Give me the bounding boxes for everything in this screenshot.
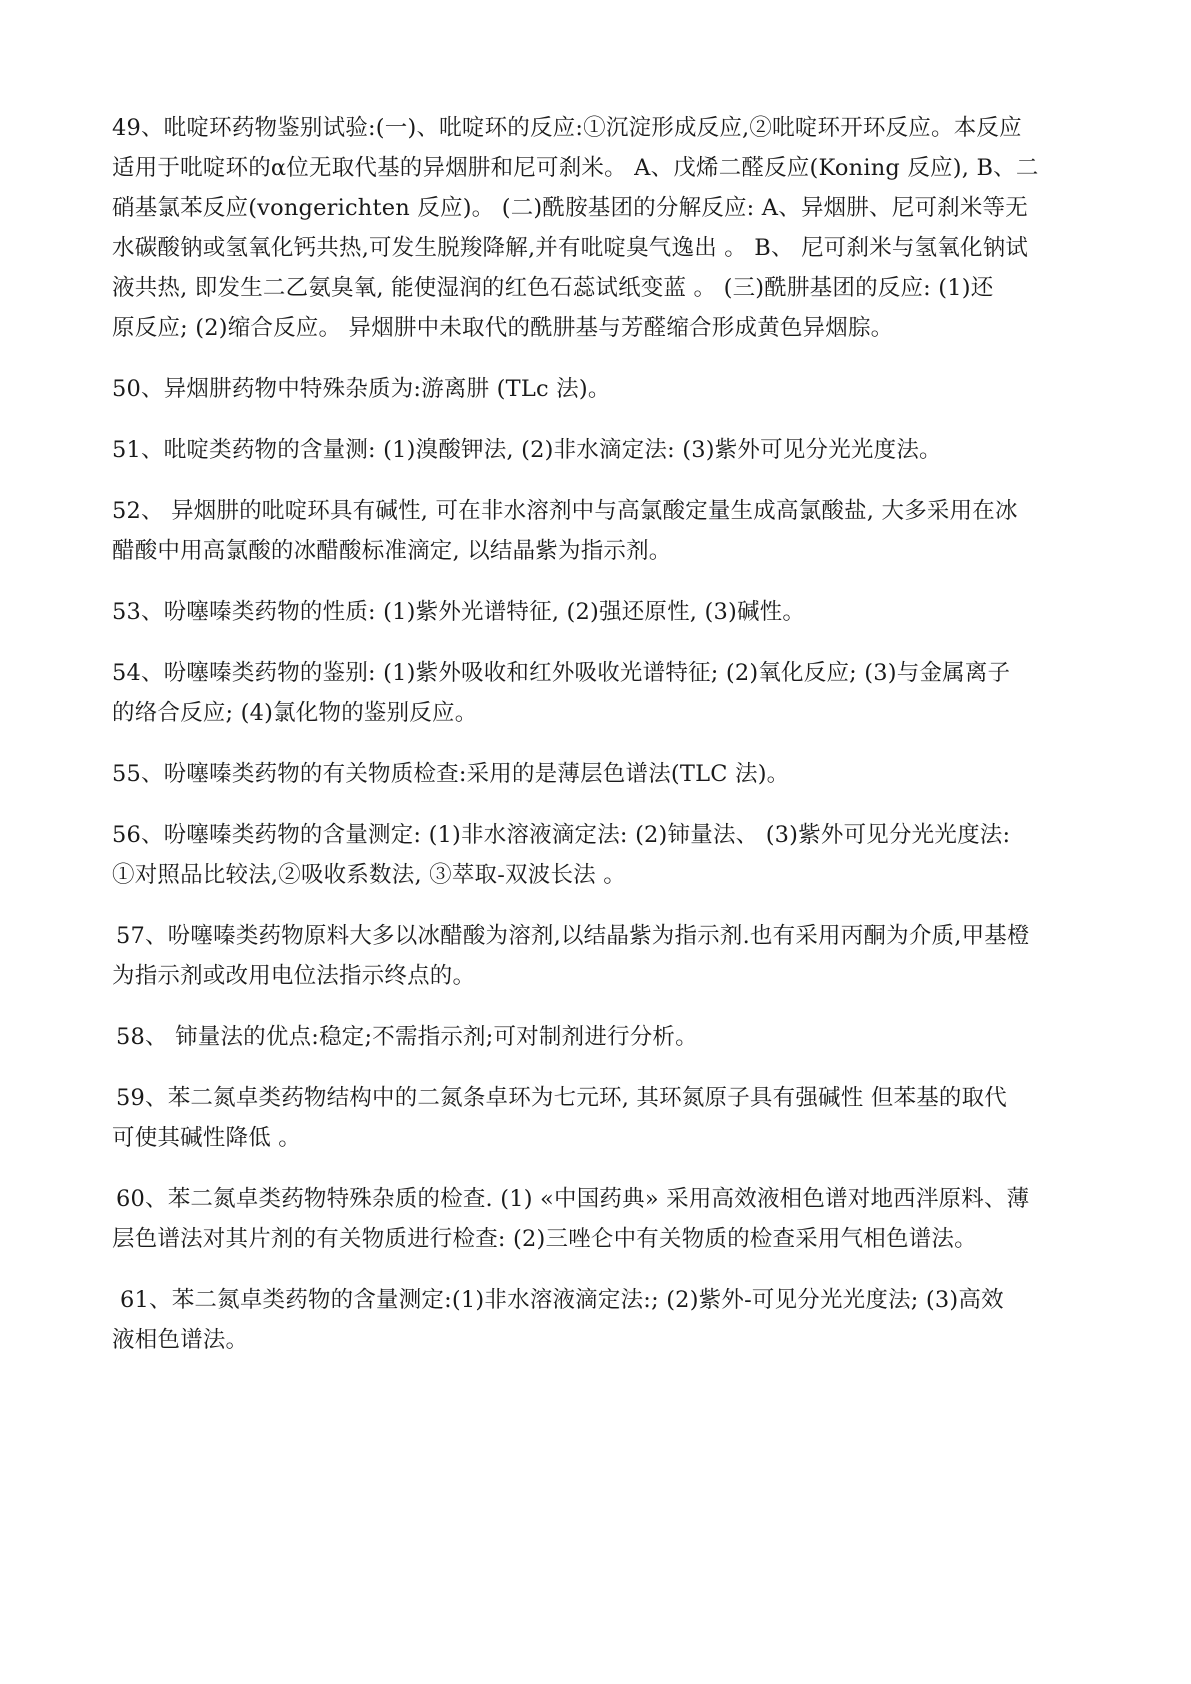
text-line: 的络合反应; (4)氯化物的鉴别反应。 xyxy=(112,700,478,726)
text-line: 61、苯二氮卓类药物的含量测定:(1)非水溶液滴定法:; (2)紫外-可见分光光度法; (3)高效 xyxy=(120,1287,1004,1313)
paragraph-53 xyxy=(112,592,1092,632)
text-line: 59、苯二氮卓类药物结构中的二氮条卓环为七元环, 其环氮原子具有强碱性 但苯基的取代 xyxy=(116,1085,1007,1111)
text-line: 60、苯二氮卓类药物特殊杂质的检查. (1) «中国药典» 采用高效液相色谱对地西泮原料、薄 xyxy=(116,1186,1030,1212)
text-line: ①对照品比较法,②吸收系数法, ③萃取-双波长法 。 xyxy=(112,862,626,888)
text-line: 液共热, 即发生二乙氨臭氧, 能使湿润的红色石蕊试纸变蓝 。 (三)酰肼基团的反应: (1)还 xyxy=(112,275,994,301)
paragraph-50 xyxy=(112,369,1092,409)
text-line: 50、异烟肼药物中特殊杂质为:游离肼 (TLc 法)。 xyxy=(112,376,611,402)
text-line: 55、吩噻嗪类药物的有关物质检查:采用的是薄层色谱法(TLC 法)。 xyxy=(112,761,790,787)
text-line: 层色谱法对其片剂的有关物质进行检查: (2)三唑仑中有关物质的检查采用气相色谱法。 xyxy=(112,1226,977,1252)
text-line: 适用于吡啶环的α位无取代基的异烟肼和尼可刹米。 A、戊烯二醛反应(Koning 反应), B、二 xyxy=(112,155,1039,181)
paragraph-56 xyxy=(112,815,1092,895)
paragraph-51 xyxy=(112,430,1092,470)
text-line: 水碳酸钠或氢氧化钙共热,可发生脱羧降解,并有吡啶臭气逸出 。 B、 尼可刹米与氢氧化钠试 xyxy=(112,235,1029,261)
paragraph-55 xyxy=(112,754,1092,794)
text-line: 可使其碱性降低 。 xyxy=(112,1125,301,1151)
paragraph-61 xyxy=(112,1280,1092,1360)
paragraph-52 xyxy=(112,491,1092,571)
text-line: 56、吩噻嗪类药物的含量测定: (1)非水溶液滴定法: (2)铈量法、 (3)紫外可见分光光度法: xyxy=(112,822,1011,848)
text-line: 54、吩噻嗪类药物的鉴别: (1)紫外吸收和红外吸收光谱特征; (2)氧化反应; (3)与金属离子 xyxy=(112,660,1011,686)
document-body xyxy=(112,108,1092,1381)
text-line: 52、 异烟肼的吡啶环具有碱性, 可在非水溶剂中与高氯酸定量生成高氯酸盐, 大多采用在冰 xyxy=(112,498,1018,524)
text-line: 51、吡啶类药物的含量测: (1)溴酸钾法, (2)非水滴定法: (3)紫外可见分光光度法。 xyxy=(112,437,942,463)
text-line: 57、吩噻嗪类药物原料大多以冰醋酸为溶剂,以结晶紫为指示剂.也有采用丙酮为介质,甲基橙 xyxy=(116,923,1030,949)
paragraph-49 xyxy=(112,108,1092,348)
text-line: 49、吡啶环药物鉴别试验:(一)、吡啶环的反应:①沉淀形成反应,②吡啶环开环反应。本反应 xyxy=(112,115,1022,141)
paragraph-60 xyxy=(112,1179,1092,1259)
text-line: 原反应; (2)缩合反应。 异烟肼中未取代的酰肼基与芳醛缩合形成黄色异烟腙。 xyxy=(112,315,894,341)
paragraph-58 xyxy=(112,1017,1092,1057)
text-line: 为指示剂或改用电位法指示终点的。 xyxy=(112,963,476,989)
text-line: 53、吩噻嗪类药物的性质: (1)紫外光谱特征, (2)强还原性, (3)碱性。 xyxy=(112,599,806,625)
paragraph-54 xyxy=(112,653,1092,733)
text-line: 58、 铈量法的优点:稳定;不需指示剂;可对制剂进行分析。 xyxy=(116,1024,698,1050)
text-line: 硝基氯苯反应(vongerichten 反应)。 (二)酰胺基团的分解反应: A、异烟肼、尼可刹米等无 xyxy=(112,195,1028,221)
paragraph-57 xyxy=(112,916,1092,996)
text-line: 液相色谱法。 xyxy=(112,1327,249,1353)
paragraph-59 xyxy=(112,1078,1092,1158)
text-line: 醋酸中用高氯酸的冰醋酸标准滴定, 以结晶紫为指示剂。 xyxy=(112,538,672,564)
